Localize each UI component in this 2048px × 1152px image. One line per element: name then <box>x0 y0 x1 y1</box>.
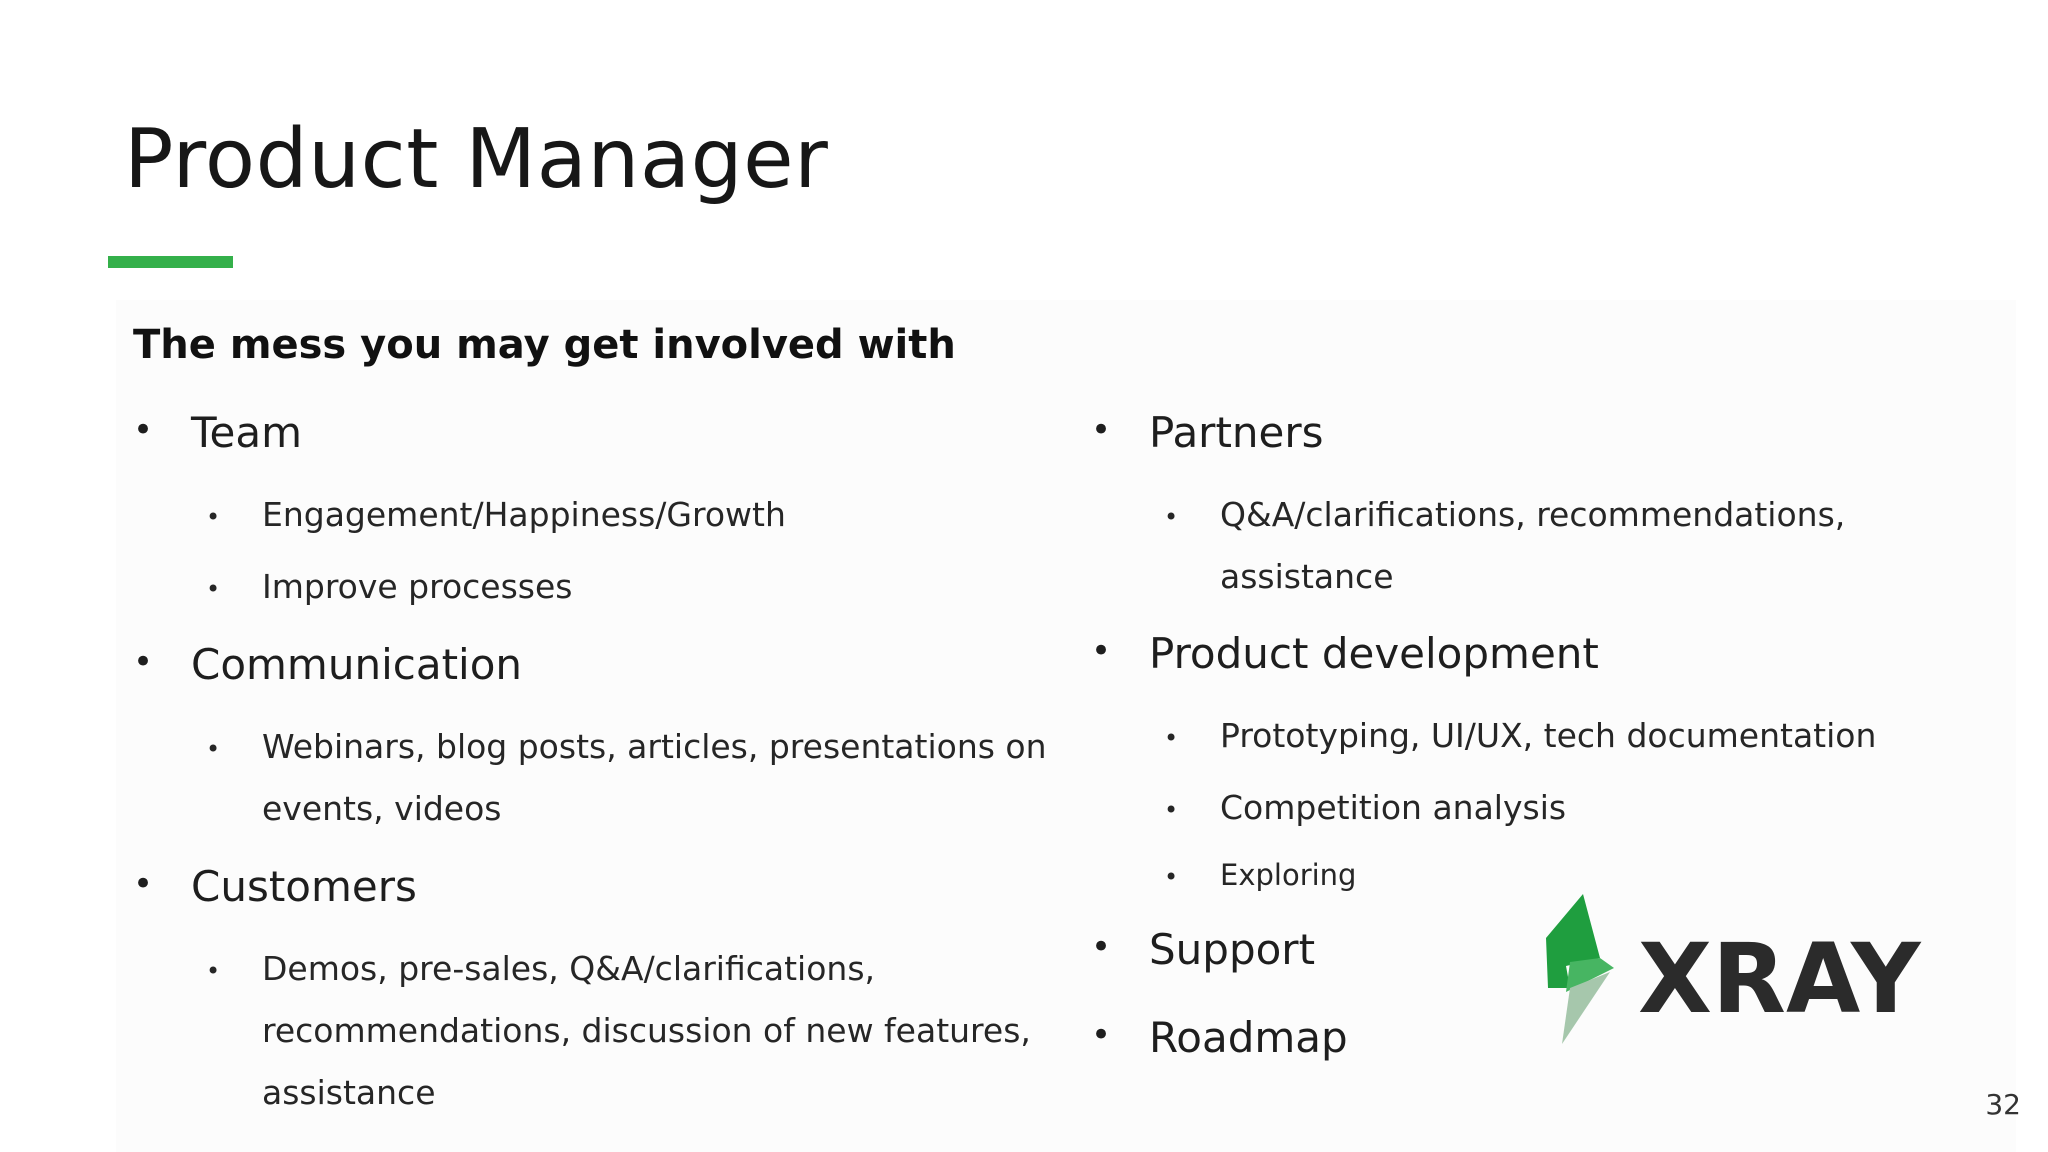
bullet-label: Team <box>191 408 303 457</box>
bullet-label: Partners <box>1149 408 1324 457</box>
bullet-dot: • <box>133 864 154 904</box>
sub-bullet-label: Prototyping, UI/UX, tech documentation <box>1220 716 1877 755</box>
bullet-label: Customers <box>191 862 417 911</box>
sub-bullet-label: Webinars, blog posts, articles, presentations on events, videos <box>262 727 1047 828</box>
sub-bullet-label: Competition analysis <box>1220 788 1567 827</box>
sub-bullet-label: Improve processes <box>262 567 573 606</box>
lightning-bolt-icon <box>1540 892 1930 1052</box>
bullet-dot: • <box>206 957 221 985</box>
sub-bullet-label: Engagement/Happiness/Growth <box>262 495 786 534</box>
bullet-dot: • <box>1164 724 1179 752</box>
page-number: 32 <box>1985 1088 2021 1121</box>
sub-bullet-label: Demos, pre-sales, Q&A/clarifications, recommendations, discussion of new features, assistance <box>262 949 1031 1112</box>
section-subtitle: The mess you may get involved with <box>133 322 956 368</box>
bullet-label: Communication <box>191 640 523 689</box>
bullet-dot: • <box>1164 863 1179 891</box>
bullet-dot: • <box>1091 927 1112 967</box>
bullet-label: Product development <box>1149 629 1599 678</box>
logo-text: XRAY <box>1638 923 1921 1035</box>
sub-bullet-label: Exploring <box>1220 858 1357 892</box>
bullet-dot: • <box>133 642 154 682</box>
sub-bullet-label: Q&A/clarifications, recommendations, assistance <box>1220 495 1846 596</box>
bullet-dot: • <box>206 575 221 603</box>
xray-logo <box>1540 892 1930 1052</box>
page-title: Product Manager <box>124 112 829 207</box>
title-accent-bar <box>108 256 233 268</box>
bullet-label: Roadmap <box>1149 1013 1348 1062</box>
bullet-dot: • <box>1164 796 1179 824</box>
bullet-dot: • <box>1091 1015 1112 1055</box>
bullet-dot: • <box>1091 631 1112 671</box>
bullet-dot: • <box>1164 503 1179 531</box>
bullet-dot: • <box>206 503 221 531</box>
bullet-dot: • <box>133 410 154 450</box>
bullet-dot: • <box>1091 410 1112 450</box>
bullet-label: Support <box>1149 925 1316 974</box>
bullet-dot: • <box>206 735 221 763</box>
